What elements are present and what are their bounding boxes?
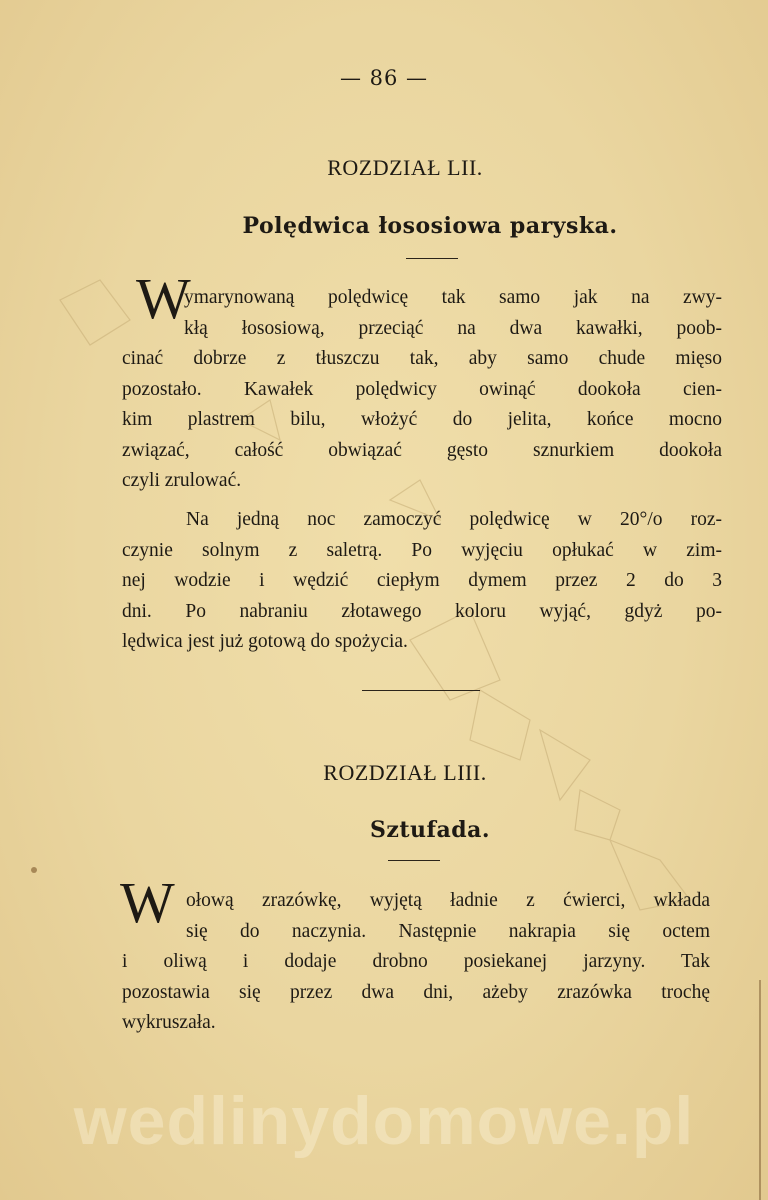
paragraph (122, 505, 722, 658)
text-line: czyli zrulować. (122, 470, 242, 491)
text-line: czynie solnym z saletrą. Po wyjęciu opłukać w zim- (122, 539, 722, 561)
section-divider (362, 690, 480, 691)
text-line: wykruszała. (122, 1012, 216, 1033)
page-number: — 86 — (339, 66, 429, 90)
section-title: Sztufada. (369, 817, 491, 843)
drop-cap: W (120, 870, 175, 935)
text-line: dni. Po nabraniu złotawego koloru wyjąć, gdyż po- (122, 600, 722, 622)
chapter-heading: ROZDZIAŁ LIII. (323, 760, 487, 785)
chapter-heading: ROZDZIAŁ LII. (327, 155, 483, 180)
title-divider (406, 258, 458, 259)
text-line: cinać dobrze z tłuszczu tak, aby samo chude mięso (122, 348, 722, 369)
paragraph (122, 283, 722, 497)
text-line: Na jedną noc zamoczyć polędwicę w 20°/o roz- (186, 509, 722, 530)
text-line: kim plastrem bilu, włożyć do jelita, końce mocno (122, 409, 722, 430)
watermark: wedlinydomowe.pl (73, 1083, 695, 1159)
text-line: lędwica jest już gotową do spożycia. (122, 631, 408, 652)
text-line: nej wodzie i wędzić ciepłym dymem przez 2 do 3 (122, 570, 722, 591)
text-line: pozostawia się przez dwa dni, ażeby zrazówka trochę (122, 981, 710, 1003)
drop-cap: W (136, 266, 191, 331)
section-title: Polędwica łososiowa paryska. (242, 213, 618, 239)
text-line: ołową zrazówkę, wyjętą ładnie z ćwierci, wkłada (186, 890, 710, 911)
text-line: ymarynowaną polędwicę tak samo jak na zwy- (184, 287, 722, 308)
text-line: się do naczynia. Następnie nakrapia się octem (186, 920, 710, 942)
text-line: kłą łososiową, przeciąć na dwa kawałki, poob- (184, 317, 722, 339)
text-line: i oliwą i dodaje drobno posiekanej jarzyny. Tak (122, 951, 710, 972)
text-line: związać, całość obwiązać gęsto sznurkiem dookoła (122, 439, 722, 461)
title-divider (388, 860, 440, 861)
paragraph (122, 886, 710, 1039)
text-line: pozostało. Kawałek polędwicy owinąć dookoła cien- (122, 378, 722, 400)
